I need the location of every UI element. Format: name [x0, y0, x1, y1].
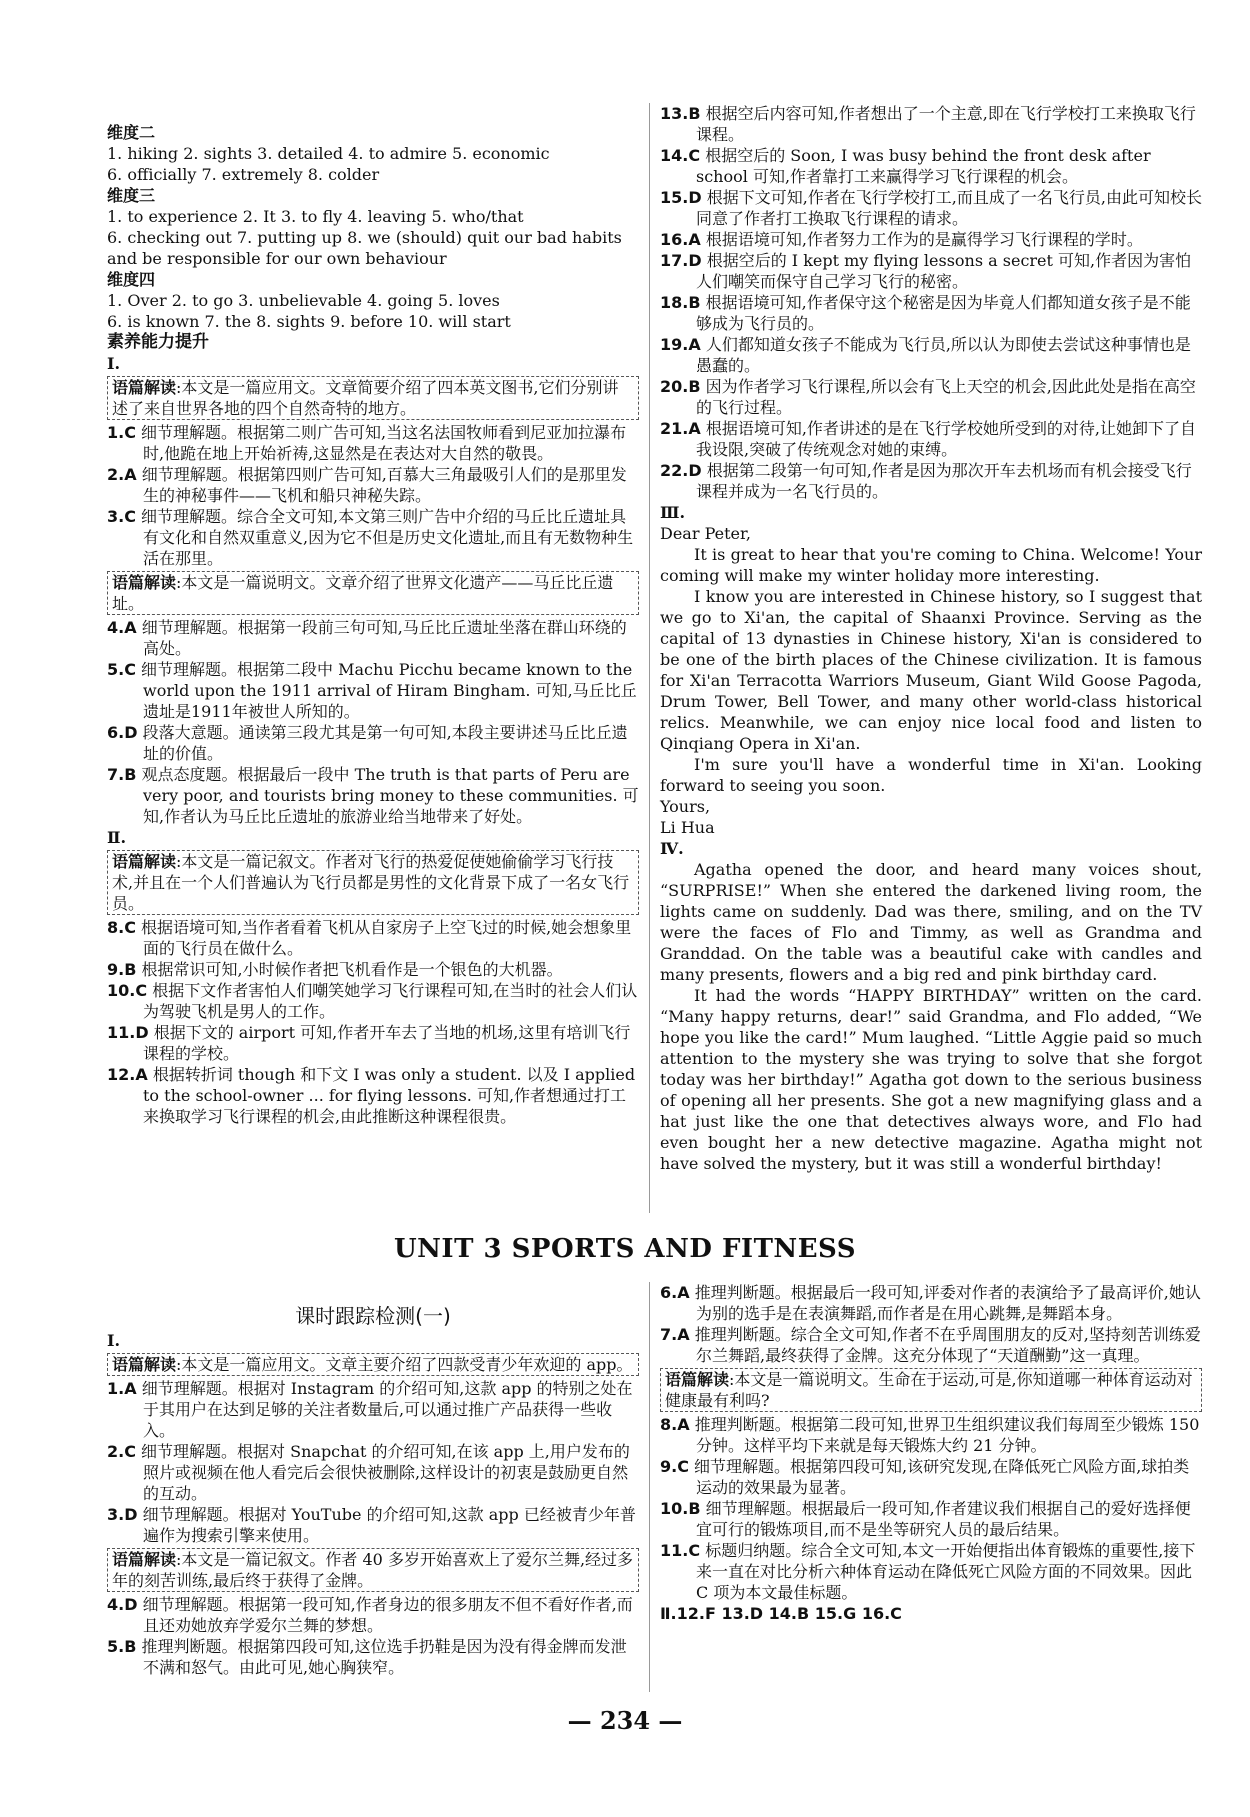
letter-paragraph: I'm sure you'll have a wonderful time in Xi'an. Looking forward to seeing you soon.	[660, 755, 1202, 795]
answer-item: 6.A 推理判断题。根据最后一段可知,评委对作者的表演给予了最高评价,她认为别的选手是在表演舞蹈,而作者是在用心跳舞,是舞蹈本身。	[660, 1283, 1201, 1323]
letter-paragraph: It is great to hear that you're coming to China. Welcome! Your coming will make my winter holiday more interesting.	[660, 545, 1202, 585]
answer-item: 4.A 细节理解题。根据第一段前三句可知,马丘比丘遗址坐落在群山环绕的高处。	[107, 618, 627, 658]
answer-item: 22.D 根据第二段第一句可知,作者是因为那次开车去机场而有机会接受飞行课程并成为一名飞行员的。	[660, 461, 1192, 501]
section-heading: 维度四	[107, 270, 156, 289]
answer-line: 6. is known 7. the 8. sights 9. before 10. will start	[107, 312, 511, 331]
roman-numeral: Ⅳ.	[660, 839, 684, 858]
note-text: :本文是一篇记叙文。作者对飞行的热爱促使她偷偷学习飞行技术,并且在一个人们普遍认为飞行员都是男性的文化背景下成了一名女飞行员。	[112, 852, 630, 913]
answer-item: 1.A 细节理解题。根据对 Instagram 的介绍可知,这款 app 的特别之处在于其用户在达到足够的关注者数量后,可以通过推广产品获得一些收入。	[107, 1379, 633, 1440]
answer-line: 1. hiking 2. sights 3. detailed 4. to admire 5. economic	[107, 144, 550, 163]
answer-line: 6. checking out 7. putting up 8. we (should) quit our bad habits	[107, 228, 622, 247]
answer-line: 6. officially 7. extremely 8. colder	[107, 165, 380, 184]
answer-item: 12.A 根据转折词 though 和下文 I was only a student. 以及 I applied to the school-owner ... for flying lessons. 可知,作者想通过打工来换取学习飞行课程的机会,由此推断这种课程很贵。	[107, 1065, 636, 1126]
answer-item: 10.C 根据下文作者害怕人们嘲笑她学习飞行课程可知,在当时的社会人们认为驾驶飞机是男人的工作。	[107, 981, 638, 1021]
answer-item: 9.C 细节理解题。根据第四段可知,该研究发现,在降低死亡风险方面,球拍类运动的效果最为显著。	[660, 1457, 1190, 1497]
answer-item: 5.C 细节理解题。根据第二段中 Machu Picchu became known to the world upon the 1911 arrival of Hiram Bingham. 可知,马丘比丘遗址是1911年被世人所知的。	[107, 660, 637, 721]
bottom-right-column	[660, 1282, 1202, 1624]
answer-item: 3.D 细节理解题。根据对 YouTube 的介绍可知,这款 app 已经被青少年普遍作为搜索引擎来使用。	[107, 1505, 636, 1545]
answer-item: 17.D 根据空后的 I kept my flying lessons a secret 可知,作者因为害怕人们嘲笑而保守自己学习飞行的秘密。	[660, 251, 1192, 291]
answer-item: 19.A 人们都知道女孩子不能成为飞行员,所以认为即使去尝试这种事情也是愚蠢的。	[660, 335, 1191, 375]
story-paragraph: Agatha opened the door, and heard many voices shout, “SURPRISE!” When she entered the darkened living room, the lights came on suddenly. Dad was there, smiling, and on the TV were the faces of Flo and Timmy, as well as Grandma and Granddad. On the table was a beautiful cake with candles and many presents, flowers and a big red and pink birthday card.	[660, 860, 1202, 984]
section-heading: 维度三	[107, 186, 156, 205]
column-divider	[649, 1282, 650, 1692]
note-label: 语篇解读	[665, 1370, 730, 1389]
answer-item: 14.C 根据空后的 Soon, I was busy behind the front desk after school 可知,作者靠打工来赢得学习飞行课程的机会。	[660, 146, 1151, 186]
answer-item: 11.C 标题归纳题。综合全文可知,本文一开始便指出体育锻炼的重要性,接下来一直在对比分析六种体育运动在降低死亡风险方面的不同效果。因此 C 项为本文最佳标题。	[660, 1541, 1196, 1602]
answer-item: 1.C 细节理解题。根据第二则广告可知,当这名法国牧师看到尼亚加拉瀑布时,他跪在地上开始祈祷,这显然是在表达对大自然的敬畏。	[107, 423, 627, 463]
answer-item: 7.A 推理判断题。综合全文可知,作者不在乎周围朋友的反对,坚持刻苦训练爱尔兰舞蹈,最终获得了金牌。这充分体现了“天道酬勤”这一真理。	[660, 1325, 1201, 1365]
roman-numeral: Ⅰ.	[107, 354, 121, 373]
bottom-left-column	[107, 1330, 639, 1678]
column-divider	[649, 103, 650, 1213]
letter-closing: Yours,	[660, 797, 711, 816]
note-text: :本文是一篇应用文。文章简要介绍了四本英文图书,它们分别讲述了来自世界各地的四个自然奇特的地方。	[112, 378, 619, 418]
answer-item: 3.C 细节理解题。综合全文可知,本文第三则广告中介绍的马丘比丘遗址具有文化和自然双重意义,因为它不但是历史文化遗址,而且有无数物种生活在那里。	[107, 507, 634, 568]
answer-item: 2.C 细节理解题。根据对 Snapchat 的介绍可知,在该 app 上,用户发布的照片或视频在他人看完后会很快被删除,这样设计的初衷是鼓励更自然的互动。	[107, 1442, 630, 1503]
sample-letter	[660, 523, 1202, 838]
note-label: 语篇解读	[112, 852, 177, 871]
answer-item: 4.D 细节理解题。根据第一段可知,作者身边的很多朋友不但不看好作者,而且还劝她放弃学爱尔兰舞的梦想。	[107, 1595, 633, 1635]
right-column	[660, 103, 1202, 1174]
answer-item: 16.A 根据语境可知,作者努力工作为的是赢得学习飞行课程的学时。	[660, 230, 1143, 249]
answer-item: 15.D 根据下文可知,作者在飞行学校打工,而且成了一名飞行员,由此可知校长同意了作者打工换取飞行课程的请求。	[660, 188, 1202, 228]
passage-note-box	[107, 376, 639, 420]
left-column	[107, 122, 639, 1127]
answer-item: 20.B 因为作者学习飞行课程,所以会有飞上天空的机会,因此此处是指在高空的飞行过程。	[660, 377, 1196, 417]
note-text: :本文是一篇说明文。文章介绍了世界文化遗产——马丘比丘遗址。	[112, 573, 614, 613]
answer-item: 9.B 根据常识可知,小时候作者把飞机看作是一个银色的大机器。	[107, 960, 563, 979]
sub-title: 课时跟踪检测(一)	[295, 1304, 451, 1328]
letter-signature: Li Hua	[660, 818, 715, 837]
answer-item: 8.C 根据语境可知,当作者看着飞机从自家房子上空飞过的时候,她会想象里面的飞行员在做什么。	[107, 918, 632, 958]
note-label: 语篇解读	[112, 1550, 177, 1569]
unit-title: UNIT 3 SPORTS AND FITNESS	[393, 1234, 856, 1264]
answer-item: 13.B 根据空后内容可知,作者想出了一个主意,即在飞行学校打工来换取飞行课程。	[660, 104, 1196, 144]
answer-item: 10.B 细节理解题。根据最后一段可知,作者建议我们根据自己的爱好选择便宜可行的锻炼项目,而不是坐等研究人员的最后结果。	[660, 1499, 1191, 1539]
roman-numeral: Ⅱ.	[107, 828, 127, 847]
page-number: — 234 —	[567, 1706, 683, 1735]
answer-item: 2.A 细节理解题。根据第四则广告可知,百慕大三角最吸引人们的是那里发生的神秘事件——飞机和船只神秘失踪。	[107, 465, 627, 505]
roman-numeral: Ⅲ.	[660, 503, 686, 522]
answer-item: 6.D 段落大意题。通读第三段尤其是第一句可知,本段主要讲述马丘比丘遗址的价值。	[107, 723, 628, 763]
answer-line: 1. to experience 2. It 3. to fly 4. leaving 5. who/that	[107, 207, 524, 226]
answer-item: 18.B 根据语境可知,作者保守这个秘密是因为毕竟人们都知道女孩子是不能够成为飞行员的。	[660, 293, 1191, 333]
passage-note-box	[107, 850, 639, 915]
passage-note-box	[107, 1548, 639, 1592]
answer-item: 5.B 推理判断题。根据第四段可知,这位选手扔鞋是因为没有得金牌而发泄不满和怒气。由此可见,她心胸狭窄。	[107, 1637, 627, 1677]
roman-numeral: Ⅰ.	[107, 1331, 121, 1350]
answer-line: 1. Over 2. to go 3. unbelievable 4. going 5. loves	[107, 291, 500, 310]
passage-note-box	[107, 1353, 639, 1376]
note-label: 语篇解读	[112, 378, 177, 397]
note-label: 语篇解读	[112, 1355, 177, 1374]
note-text: :本文是一篇记叙文。作者 40 多岁开始喜欢上了爱尔兰舞,经过多年的刻苦训练,最后终于获得了金牌。	[112, 1550, 634, 1590]
letter-paragraph: I know you are interested in Chinese history, so I suggest that we go to Xi'an, the capital of Shaanxi Province. Serving as the capital of 13 dynasties in Chinese history, Xi'an is considered to be one of the birth places of the Chinese civilization. It is famous for Xi'an Terracotta Warriors Museum, Giant Wild Goose Pagoda, Drum Tower, Bell Tower, and many other world-class historical relics. Meanwhile, we can enjoy nice local food and listen to Qinqiang Opera in Xi'an.	[660, 587, 1202, 753]
passage-note-box	[107, 571, 639, 615]
letter-salutation: Dear Peter,	[660, 524, 751, 543]
answer-line: and be responsible for our own behaviour	[107, 249, 447, 268]
note-text: :本文是一篇应用文。文章主要介绍了四款受青少年欢迎的 app。	[176, 1355, 633, 1374]
answer-item: 7.B 观点态度题。根据最后一段中 The truth is that parts of Peru are very poor, and tourists bring money to these communities. 可知,作者认为马丘比丘遗址的旅游业给当地带来了好处。	[107, 765, 639, 826]
passage-note-box	[660, 1368, 1202, 1412]
answer-item: 8.A 推理判断题。根据第二段可知,世界卫生组织建议我们每周至少锻炼 150 分钟。这样平均下来就是每天锻炼大约 21 分钟。	[660, 1415, 1200, 1455]
answer-item: 11.D 根据下文的 airport 可知,作者开车去了当地的机场,这里有培训飞行课程的学校。	[107, 1023, 631, 1063]
section-heading: 素养能力提升	[107, 332, 209, 352]
note-label: 语篇解读	[112, 573, 177, 592]
note-text: :本文是一篇说明文。生命在于运动,可是,你知道哪一种体育运动对健康最有利吗?	[665, 1370, 1193, 1410]
sample-story	[660, 859, 1202, 1174]
story-paragraph: It had the words “HAPPY BIRTHDAY” written on the card. “Many happy returns, dear!” said Grandma, and Flo added, “We hope you like the card!” Mum laughed. “Little Aggie paid so much attention to the mystery she was trying to solve that she forgot today was her birthday!” Agatha got down to the serious business of opening all her presents. She got a new magnifying glass and a hat just like the one that detectives always wore, and Flo had even bought her a new detective magazine. Agatha might not have solved the mystery, but it was still a wonderful birthday!	[660, 986, 1202, 1173]
answer-item: 21.A 根据语境可知,作者讲述的是在飞行学校她所受到的对待,让她卸下了自我设限,突破了传统观念对她的束缚。	[660, 419, 1197, 459]
section-heading: 维度二	[107, 123, 156, 142]
answer-line: Ⅱ.12.F 13.D 14.B 15.G 16.C	[660, 1604, 902, 1623]
